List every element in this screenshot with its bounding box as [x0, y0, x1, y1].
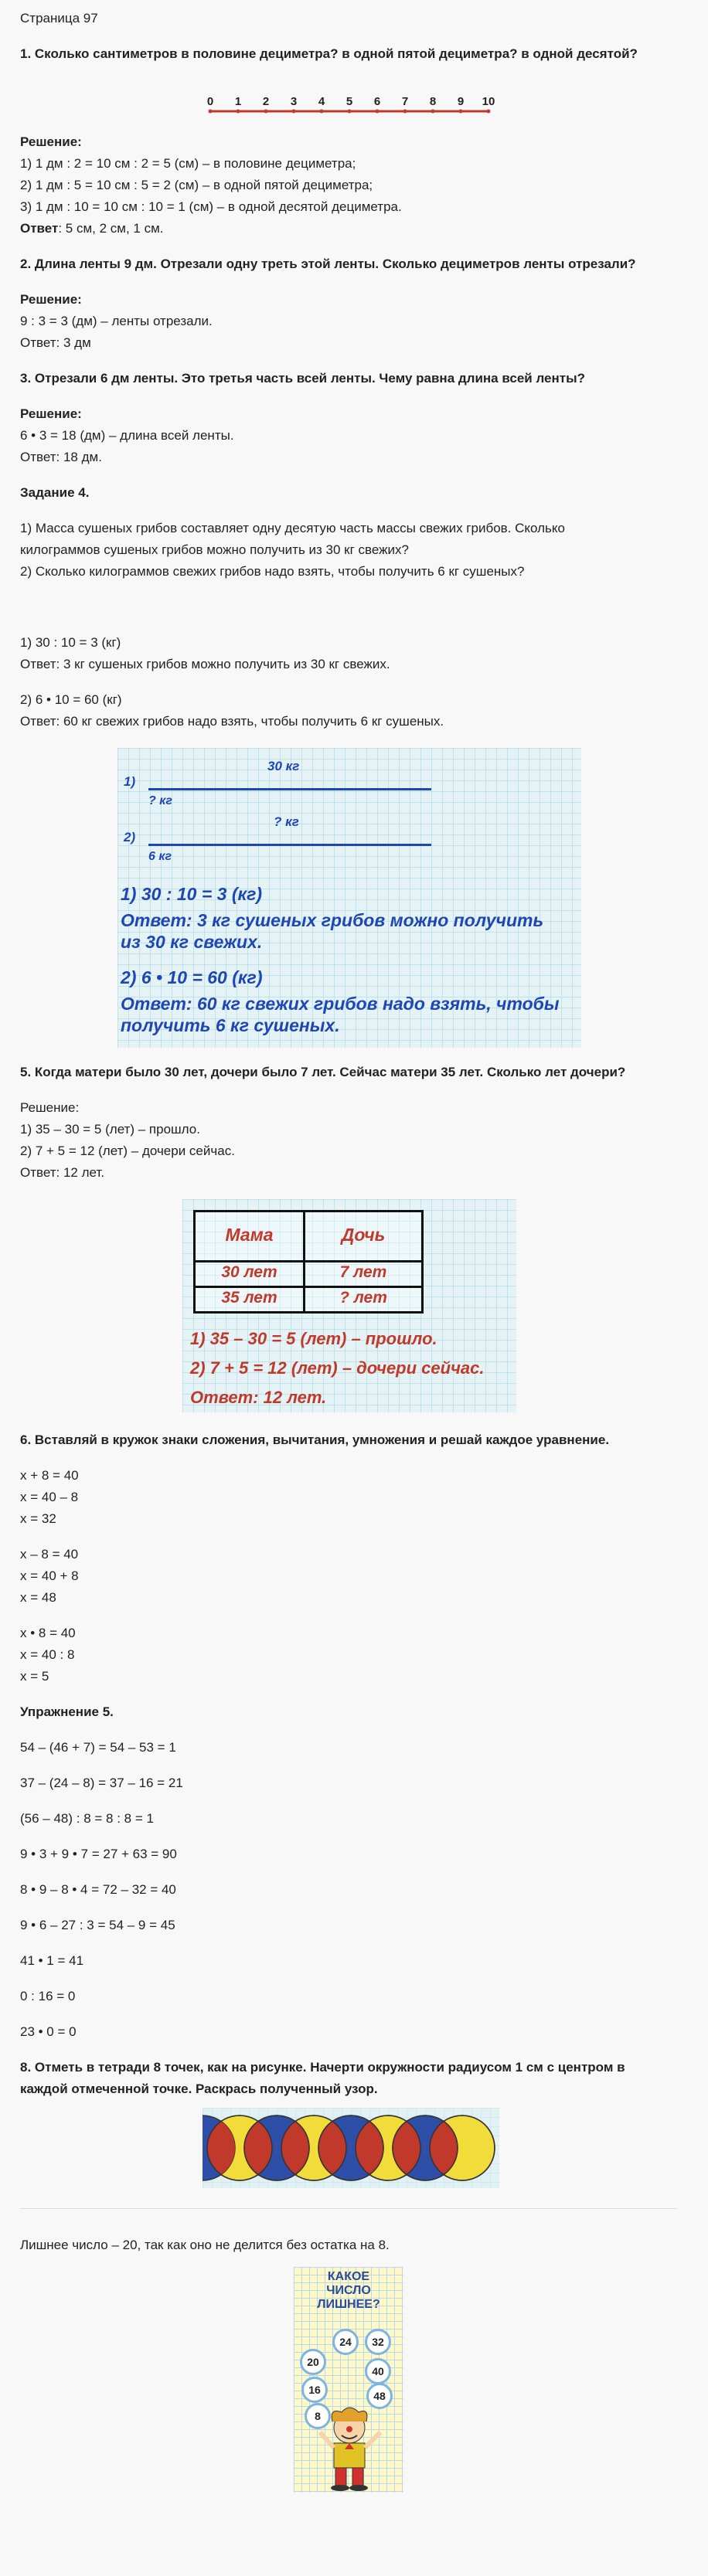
number-ball: 8	[305, 2403, 331, 2429]
task5-line-2: 2) 7 + 5 = 12 (лет) – дочери сейчас.	[20, 1144, 235, 1158]
segment1-num: 1)	[124, 774, 136, 789]
exercise5-title: Упражнение 5.	[20, 1704, 114, 1719]
eq-1: x + 8 = 40	[20, 1468, 79, 1483]
header-mother: Мама	[225, 1225, 274, 1245]
ex-line-6: 9 • 6 – 27 : 3 = 54 – 9 = 45	[20, 1918, 175, 1932]
task5-line-1: 1) 35 – 30 = 5 (лет) – прошло.	[20, 1122, 200, 1137]
task1-line-2: 2) 1 дм : 5 = 10 см : 5 = 2 (см) – в одной пятой дециметра;	[20, 178, 373, 192]
task4-s1: 1) 30 : 10 = 3 (кг)	[20, 635, 121, 650]
task4-q1b: килограммов сушеных грибов можно получить из 30 кг свежих?	[20, 542, 409, 557]
ex-line-5: 8 • 9 – 8 • 4 = 72 – 32 = 40	[20, 1882, 176, 1897]
odd-number-picture	[294, 2267, 403, 2493]
page-title: Страница 97	[20, 11, 98, 25]
task2-answer: Ответ: 3 дм	[20, 335, 91, 350]
ruler-tick-label: 3	[290, 95, 298, 108]
task4-notebook-image	[117, 748, 581, 1048]
ex-line-4: 9 • 3 + 9 • 7 = 27 + 63 = 90	[20, 1847, 177, 1861]
ruler-tick-label: 9	[457, 95, 465, 108]
ex-line-1: 54 – (46 + 7) = 54 – 53 = 1	[20, 1740, 176, 1755]
ruler-tick-mark	[209, 110, 213, 114]
ruler-tick-label: 7	[401, 95, 409, 108]
task4-a2: Ответ: 60 кг свежих грибов надо взять, чтобы получить 6 кг сушеных.	[20, 714, 444, 729]
task1-answer: Ответ: 5 см, 2 см, 1 см.	[20, 221, 164, 236]
hand-answer: Ответ: 12 лет.	[190, 1388, 327, 1407]
task2-line: 9 : 3 = 3 (дм) – ленты отрезали.	[20, 314, 213, 328]
ruler-tick-mark	[292, 110, 296, 114]
header-daughter: Дочь	[341, 1225, 386, 1245]
ruler-tick-mark	[348, 110, 352, 114]
pic-title-3: ЛИШНЕЕ?	[317, 2298, 380, 2311]
task1-solution-label: Решение:	[20, 134, 82, 149]
number-ball: 16	[301, 2377, 328, 2403]
ruler-tick-mark	[376, 110, 380, 114]
hand-line-4a: Ответ: 60 кг свежих грибов надо взять, чтобы	[121, 994, 560, 1014]
ruler-illustration	[203, 88, 496, 119]
pic-title-2: ЧИСЛО	[326, 2284, 371, 2297]
task3-line: 6 • 3 = 18 (дм) – длина всей ленты.	[20, 428, 234, 443]
row2-mother: 35 лет	[221, 1289, 277, 1307]
hand-sol-1: 1) 35 – 30 = 5 (лет) – прошло.	[190, 1329, 437, 1348]
ruler-tick-label: 10	[482, 95, 495, 108]
eq-9: x = 5	[20, 1669, 49, 1684]
segment2-top-label: ? кг	[274, 814, 299, 829]
hand-sol-2: 2) 7 + 5 = 12 (лет) – дочери сейчас.	[190, 1358, 485, 1378]
task3-answer: Ответ: 18 дм.	[20, 450, 102, 464]
task8-question-1: 8. Отметь в тетради 8 точек, как на рисунке. Начерти окружности радиусом 1 см с центром в	[20, 2060, 625, 2075]
ruler-tick-mark	[320, 110, 324, 114]
task4-q2: 2) Сколько килограммов свежих грибов надо взять, чтобы получить 6 кг сушеных?	[20, 564, 525, 579]
eq-4: x – 8 = 40	[20, 1547, 79, 1562]
task1-line-3: 3) 1 дм : 10 = 10 см : 10 = 1 (см) – в одной десятой дециметра.	[20, 199, 402, 214]
ex-line-2: 37 – (24 – 8) = 37 – 16 = 21	[20, 1776, 183, 1790]
ruler-tick-mark	[237, 110, 240, 114]
ruler-tick-label: 2	[262, 95, 270, 108]
hand-line-2b: из 30 кг свежих.	[121, 932, 263, 952]
eq-7: x • 8 = 40	[20, 1626, 76, 1640]
task8-question-2: каждой отмеченной точке. Раскрась полученный узор.	[20, 2082, 378, 2096]
eq-8: x = 40 : 8	[20, 1647, 75, 1662]
segment1-line	[148, 788, 431, 790]
ruler-tick-label: 0	[206, 95, 214, 108]
task3-question: 3. Отрезали 6 дм ленты. Это третья часть всей ленты. Чему равна длина всей ленты?	[20, 371, 585, 386]
ruler-tick-mark	[264, 110, 268, 114]
hand-line-2a: Ответ: 3 кг сушеных грибов можно получить	[121, 910, 544, 930]
segment2-bottom-label: 6 кг	[148, 850, 172, 863]
task4-q1a: 1) Масса сушеных грибов составляет одну десятую часть массы свежих грибов. Сколько	[20, 521, 565, 535]
segment1-bottom-label: ? кг	[148, 794, 172, 807]
segment2-line	[148, 844, 431, 846]
row1-mother: 30 лет	[221, 1263, 277, 1281]
task6-question: 6. Вставляй в кружок знаки сложения, вычитания, умножения и решай каждое уравнение.	[20, 1432, 610, 1447]
number-ball: 24	[332, 2329, 359, 2355]
task5-solution-label: Решение:	[20, 1100, 80, 1115]
task5-answer: Ответ: 12 лет.	[20, 1165, 105, 1180]
ex-line-8: 0 : 16 = 0	[20, 1989, 76, 2003]
task4-a1: Ответ: 3 кг сушеных грибов можно получить из 30 кг свежих.	[20, 657, 390, 671]
task2-question: 2. Длина ленты 9 дм. Отрезали одну треть этой ленты. Сколько дециметров ленты отрезали?	[20, 257, 636, 271]
row1-daughter: 7 лет	[339, 1263, 387, 1281]
number-ball: 32	[365, 2329, 391, 2355]
ruler-tick-label: 6	[373, 95, 381, 108]
odd-number-answer: Лишнее число – 20, так как оно не делится без остатка на 8.	[20, 2238, 390, 2252]
task4-title: Задание 4.	[20, 485, 90, 500]
task5-question: 5. Когда матери было 30 лет, дочери было 7 лет. Сейчас матери 35 лет. Сколько лет дочери?	[20, 1065, 626, 1079]
number-ball: 40	[365, 2358, 391, 2384]
hand-line-3: 2) 6 • 10 = 60 (кг)	[121, 967, 263, 987]
hand-line-1: 1) 30 : 10 = 3 (кг)	[121, 884, 263, 904]
ruler-tick-mark	[487, 110, 491, 114]
task2-solution-label: Решение:	[20, 292, 82, 307]
ruler-tick-label: 4	[318, 95, 325, 108]
ex-line-9: 23 • 0 = 0	[20, 2024, 77, 2039]
clown-figure	[314, 2404, 388, 2491]
task5-notebook-image	[182, 1199, 516, 1412]
eq-5: x = 40 + 8	[20, 1568, 79, 1583]
pic-title-1: КАКОЕ	[327, 2270, 370, 2283]
hand-line-4b: получить 6 кг сушеных.	[121, 1015, 340, 1035]
task3-solution-label: Решение:	[20, 406, 82, 421]
ex-line-3: (56 – 48) : 8 = 8 : 8 = 1	[20, 1811, 154, 1826]
ex-line-7: 41 • 1 = 41	[20, 1953, 84, 1968]
eq-3: x = 32	[20, 1511, 56, 1526]
ruler-tick-mark	[431, 110, 435, 114]
task1-line-1: 1) 1 дм : 2 = 10 см : 2 = 5 (см) – в половине дециметра;	[20, 156, 356, 171]
circles-pattern	[203, 2108, 499, 2188]
task4-s2: 2) 6 • 10 = 60 (кг)	[20, 692, 122, 707]
ruler-tick-mark	[403, 110, 407, 114]
eq-2: x = 40 – 8	[20, 1490, 79, 1504]
segment1-top-label: 30 кг	[267, 759, 300, 773]
number-ball: 48	[366, 2383, 393, 2409]
age-table	[193, 1210, 424, 1313]
ruler-tick-label: 5	[345, 95, 353, 108]
divider	[20, 2208, 677, 2209]
task1-question: 1. Сколько сантиметров в половине дециметра? в одной пятой дециметра? в одной десятой?	[20, 46, 638, 61]
ruler-tick-label: 8	[429, 95, 437, 108]
row2-daughter: ? лет	[339, 1289, 387, 1307]
ruler-tick-mark	[459, 110, 463, 114]
number-ball: 20	[300, 2349, 326, 2375]
segment2-num: 2)	[124, 830, 136, 845]
ruler-tick-label: 1	[234, 95, 242, 108]
eq-6: x = 48	[20, 1590, 56, 1605]
